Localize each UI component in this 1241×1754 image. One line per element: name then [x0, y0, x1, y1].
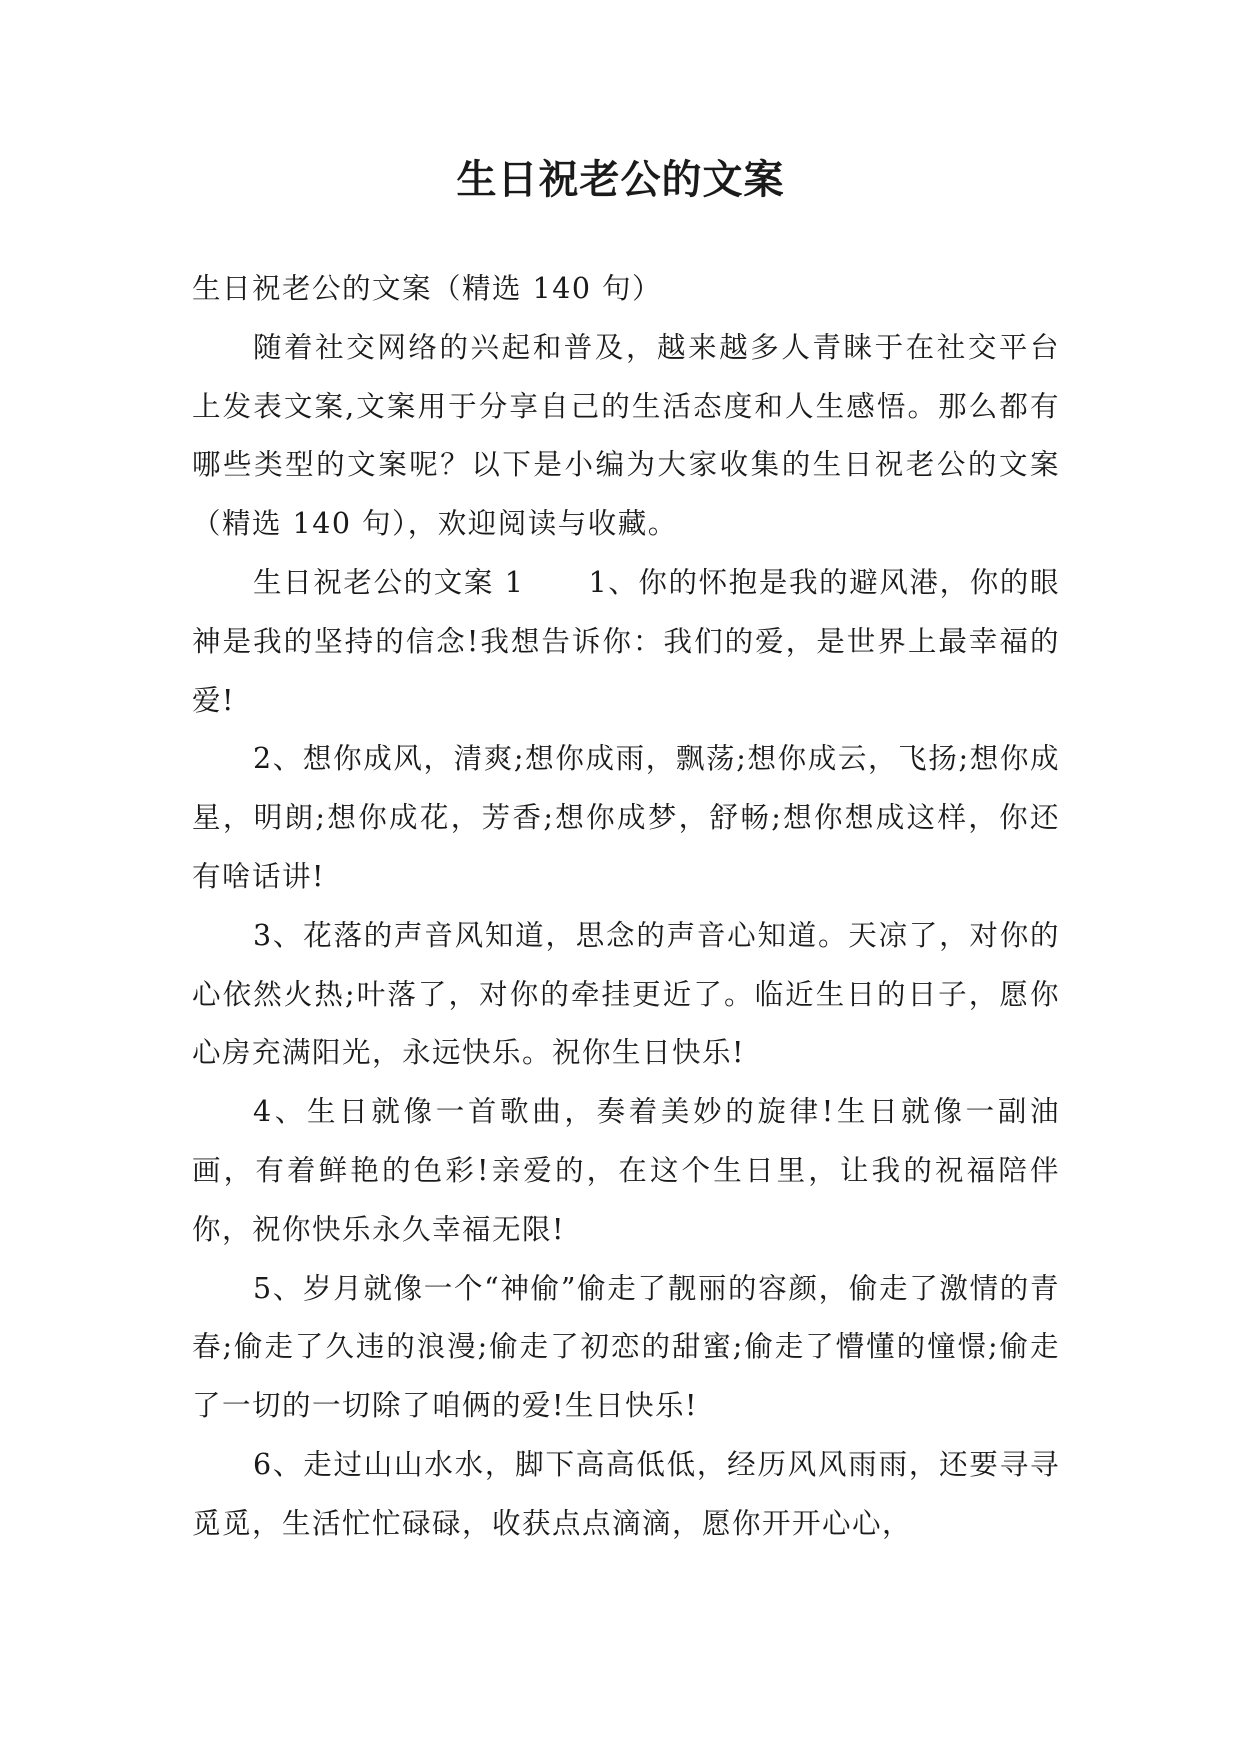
quote-paragraph-3: 3、花落的声音风知道，思念的声音心知道。天凉了，对你的心依然火热;叶落了，对你的牵挂更近了。临近生日的日子，愿你心房充满阳光，永远快乐。祝你生日快乐! [192, 918, 1060, 1070]
quote-paragraph-5: 5、岁月就像一个“神偷”偷走了靓丽的容颜，偷走了激情的青春;偷走了久违的浪漫;偷走了初恋的甜蜜;偷走了懵懂的憧憬;偷走了一切的一切除了咱俩的爱!生日快乐! [192, 1271, 1060, 1423]
document-title: 生日祝老公的文案 [456, 157, 785, 203]
document-body [192, 260, 1060, 1554]
quote-paragraph-4: 4、生日就像一首歌曲，奏着美妙的旋律!生日就像一副油画，有着鲜艳的色彩!亲爱的，在这个生日里，让我的祝福陪伴你，祝你快乐永久幸福无限! [192, 1095, 1060, 1246]
document-subtitle: 生日祝老公的文案（精选 140 句） [192, 272, 663, 305]
intro-paragraph: 随着社交网络的兴起和普及，越来越多人青睐于在社交平台上发表文案,文案用于分享自己的生活态度和人生感悟。那么都有哪些类型的文案呢？以下是小编为大家收集的生日祝老公的文案（精选 140 句），欢迎阅读与收藏。 [192, 330, 1060, 541]
quote-paragraph-1: 生日祝老公的文案 1 1、你的怀抱是我的避风港，你的眼神是我的坚持的信念!我想告诉你：我们的爱，是世界上最幸福的爱! [192, 565, 1060, 717]
quote-paragraph-6: 6、走过山山水水，脚下高高低低，经历风风雨雨，还要寻寻觅觅，生活忙忙碌碌，收获点点滴滴，愿你开开心心， [192, 1447, 1060, 1540]
quote-paragraph-2: 2、想你成风，清爽;想你成雨，飘荡;想你成云，飞扬;想你成星，明朗;想你成花，芳香;想你成梦，舒畅;想你想成这样，你还有啥话讲! [192, 742, 1060, 893]
